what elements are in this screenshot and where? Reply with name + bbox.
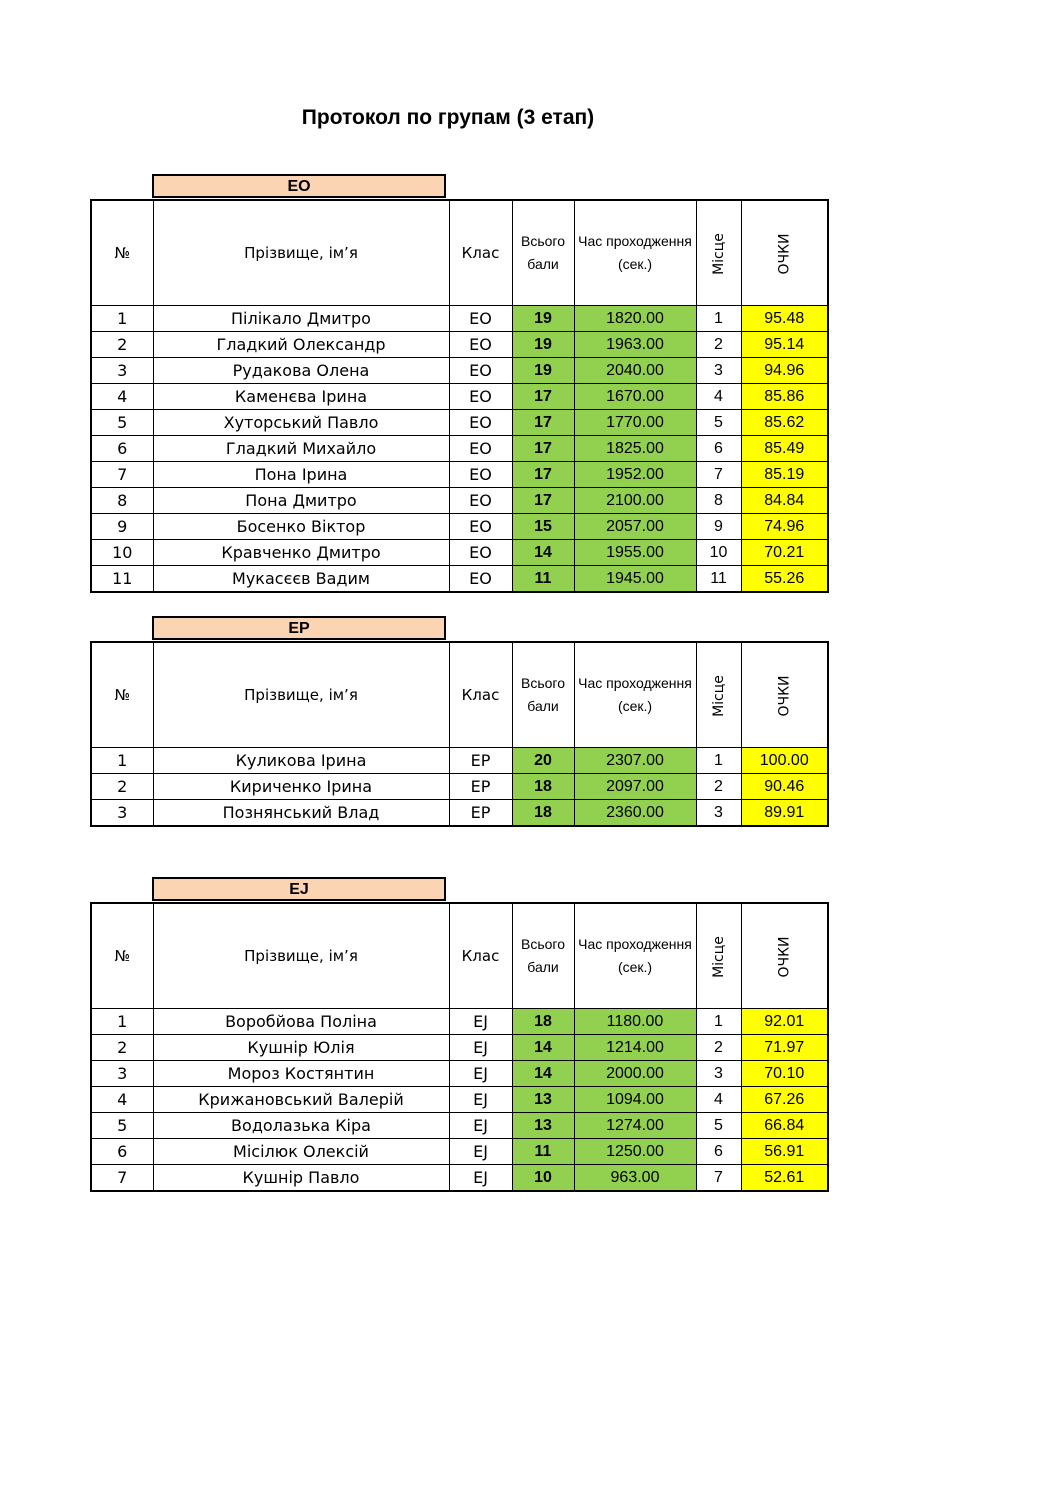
header-total: Всього бали <box>512 200 574 306</box>
row-number: 10 <box>91 540 153 566</box>
header-row <box>91 903 828 1009</box>
header-place <box>696 200 741 306</box>
header-total: Всього бали <box>512 903 574 1009</box>
row-time: 1945.00 <box>574 566 696 593</box>
row-score: 14 <box>512 1035 574 1061</box>
row-score: 17 <box>512 462 574 488</box>
header-place <box>696 642 741 748</box>
row-points: 71.97 <box>741 1035 828 1061</box>
row-class: EO <box>449 540 512 566</box>
header-points-text: ОЧКИ <box>776 675 793 717</box>
row-name: Босенко Віктор <box>153 514 449 540</box>
row-score: 19 <box>512 332 574 358</box>
header-num: № <box>91 642 153 748</box>
row-place: 3 <box>696 1061 741 1087</box>
row-place: 2 <box>696 1035 741 1061</box>
row-name: Хуторський Павло <box>153 410 449 436</box>
row-time: 1955.00 <box>574 540 696 566</box>
row-points: 100.00 <box>741 748 828 774</box>
row-time: 2307.00 <box>574 748 696 774</box>
page-title: Протокол по групам (3 етап) <box>301 106 595 129</box>
row-class: EO <box>449 566 512 593</box>
row-score: 17 <box>512 384 574 410</box>
row-class: EP <box>449 748 512 774</box>
row-place: 2 <box>696 774 741 800</box>
group-label: EO <box>152 174 446 198</box>
row-name: Кушнір Павло <box>153 1165 449 1192</box>
row-name: Водолазька Кіра <box>153 1113 449 1139</box>
row-points: 85.86 <box>741 384 828 410</box>
row-class: EP <box>449 774 512 800</box>
row-points: 85.19 <box>741 462 828 488</box>
row-name: Воробйова Поліна <box>153 1009 449 1035</box>
row-name: Місілюк Олексій <box>153 1139 449 1165</box>
row-score: 19 <box>512 306 574 332</box>
row-class: EP <box>449 800 512 827</box>
row-name: Кириченко Ірина <box>153 774 449 800</box>
row-place: 4 <box>696 1087 741 1113</box>
row-place: 5 <box>696 1113 741 1139</box>
row-number: 5 <box>91 410 153 436</box>
row-number: 7 <box>91 1165 153 1192</box>
row-time: 1820.00 <box>574 306 696 332</box>
row-class: EO <box>449 462 512 488</box>
row-class: EO <box>449 410 512 436</box>
row-points: 66.84 <box>741 1113 828 1139</box>
row-points: 89.91 <box>741 800 828 827</box>
table-row <box>91 358 828 384</box>
group-label: EP <box>152 616 446 640</box>
row-points: 67.26 <box>741 1087 828 1113</box>
row-number: 2 <box>91 332 153 358</box>
row-name: Крижановський Валерій <box>153 1087 449 1113</box>
row-score: 14 <box>512 540 574 566</box>
row-points: 95.14 <box>741 332 828 358</box>
row-number: 2 <box>91 1035 153 1061</box>
row-number: 6 <box>91 1139 153 1165</box>
row-points: 84.84 <box>741 488 828 514</box>
table-row <box>91 514 828 540</box>
table-row <box>91 540 828 566</box>
row-points: 85.49 <box>741 436 828 462</box>
row-time: 2360.00 <box>574 800 696 827</box>
row-class: EO <box>449 332 512 358</box>
row-number: 3 <box>91 358 153 384</box>
row-place: 1 <box>696 306 741 332</box>
header-class: Клас <box>449 642 512 748</box>
row-time: 2097.00 <box>574 774 696 800</box>
table-row <box>91 1139 828 1165</box>
row-time: 1250.00 <box>574 1139 696 1165</box>
row-name: Рудакова Олена <box>153 358 449 384</box>
group-label: EJ <box>152 877 446 901</box>
row-name: Гладкий Олександр <box>153 332 449 358</box>
row-place: 10 <box>696 540 741 566</box>
row-place: 8 <box>696 488 741 514</box>
row-time: 2100.00 <box>574 488 696 514</box>
header-time: Час проходження (сек.) <box>574 200 696 306</box>
row-number: 3 <box>91 800 153 827</box>
row-time: 963.00 <box>574 1165 696 1192</box>
row-time: 2040.00 <box>574 358 696 384</box>
row-points: 55.26 <box>741 566 828 593</box>
table-row <box>91 566 828 593</box>
row-name: Кравченко Дмитро <box>153 540 449 566</box>
row-time: 1770.00 <box>574 410 696 436</box>
row-number: 11 <box>91 566 153 593</box>
table-row <box>91 1035 828 1061</box>
row-time: 1094.00 <box>574 1087 696 1113</box>
header-points-text: ОЧКИ <box>776 936 793 978</box>
row-place: 6 <box>696 436 741 462</box>
row-name: Кушнір Юлія <box>153 1035 449 1061</box>
row-number: 8 <box>91 488 153 514</box>
row-class: EO <box>449 358 512 384</box>
row-points: 70.21 <box>741 540 828 566</box>
row-place: 1 <box>696 1009 741 1035</box>
table-row <box>91 774 828 800</box>
row-number: 9 <box>91 514 153 540</box>
row-class: EJ <box>449 1035 512 1061</box>
row-score: 17 <box>512 488 574 514</box>
header-name: Прізвище, ім’я <box>153 642 449 748</box>
header-points-text: ОЧКИ <box>776 233 793 275</box>
row-points: 85.62 <box>741 410 828 436</box>
row-score: 18 <box>512 800 574 827</box>
table-row <box>91 436 828 462</box>
row-name: Познянський Влад <box>153 800 449 827</box>
results-table <box>90 902 829 1192</box>
row-score: 13 <box>512 1087 574 1113</box>
table-row <box>91 748 828 774</box>
row-number: 7 <box>91 462 153 488</box>
row-place: 6 <box>696 1139 741 1165</box>
row-class: EO <box>449 306 512 332</box>
row-place: 9 <box>696 514 741 540</box>
table-row <box>91 488 828 514</box>
row-score: 17 <box>512 410 574 436</box>
table-row <box>91 1165 828 1192</box>
header-num: № <box>91 903 153 1009</box>
row-place: 7 <box>696 1165 741 1192</box>
row-name: Мороз Костянтин <box>153 1061 449 1087</box>
row-class: EJ <box>449 1113 512 1139</box>
row-place: 1 <box>696 748 741 774</box>
header-class: Клас <box>449 903 512 1009</box>
row-name: Пона Дмитро <box>153 488 449 514</box>
row-class: EO <box>449 514 512 540</box>
row-class: EO <box>449 488 512 514</box>
row-class: EO <box>449 384 512 410</box>
row-time: 1670.00 <box>574 384 696 410</box>
row-points: 92.01 <box>741 1009 828 1035</box>
row-time: 1963.00 <box>574 332 696 358</box>
table-row <box>91 306 828 332</box>
row-place: 7 <box>696 462 741 488</box>
row-place: 5 <box>696 410 741 436</box>
table-row <box>91 332 828 358</box>
row-place: 4 <box>696 384 741 410</box>
row-score: 11 <box>512 1139 574 1165</box>
row-score: 17 <box>512 436 574 462</box>
row-score: 10 <box>512 1165 574 1192</box>
row-class: EJ <box>449 1009 512 1035</box>
row-score: 18 <box>512 774 574 800</box>
row-number: 4 <box>91 1087 153 1113</box>
header-row <box>91 642 828 748</box>
header-name: Прізвище, ім’я <box>153 903 449 1009</box>
results-table <box>90 199 829 593</box>
row-points: 95.48 <box>741 306 828 332</box>
table-row <box>91 1087 828 1113</box>
row-class: EO <box>449 436 512 462</box>
row-place: 3 <box>696 800 741 827</box>
header-points <box>741 200 828 306</box>
row-score: 13 <box>512 1113 574 1139</box>
header-place-text: Місце <box>710 233 727 275</box>
header-num: № <box>91 200 153 306</box>
header-row <box>91 200 828 306</box>
row-score: 18 <box>512 1009 574 1035</box>
row-name: Пона Ірина <box>153 462 449 488</box>
row-place: 3 <box>696 358 741 384</box>
row-place: 11 <box>696 566 741 593</box>
header-points <box>741 642 828 748</box>
row-time: 2057.00 <box>574 514 696 540</box>
row-points: 94.96 <box>741 358 828 384</box>
table-row <box>91 462 828 488</box>
header-time: Час проходження (сек.) <box>574 642 696 748</box>
row-name: Каменєва Ірина <box>153 384 449 410</box>
row-points: 90.46 <box>741 774 828 800</box>
row-score: 11 <box>512 566 574 593</box>
row-points: 74.96 <box>741 514 828 540</box>
results-table <box>90 641 829 827</box>
row-time: 1274.00 <box>574 1113 696 1139</box>
row-time: 1952.00 <box>574 462 696 488</box>
row-number: 1 <box>91 1009 153 1035</box>
row-points: 56.91 <box>741 1139 828 1165</box>
row-points: 52.61 <box>741 1165 828 1192</box>
row-score: 19 <box>512 358 574 384</box>
row-number: 2 <box>91 774 153 800</box>
row-class: EJ <box>449 1061 512 1087</box>
table-row <box>91 410 828 436</box>
row-number: 5 <box>91 1113 153 1139</box>
header-time: Час проходження (сек.) <box>574 903 696 1009</box>
table-row <box>91 1009 828 1035</box>
row-score: 14 <box>512 1061 574 1087</box>
row-name: Мукасєєв Вадим <box>153 566 449 593</box>
row-name: Пілікало Дмитро <box>153 306 449 332</box>
row-name: Куликова Ірина <box>153 748 449 774</box>
row-score: 20 <box>512 748 574 774</box>
row-score: 15 <box>512 514 574 540</box>
header-points <box>741 903 828 1009</box>
row-name: Гладкий Михайло <box>153 436 449 462</box>
row-number: 3 <box>91 1061 153 1087</box>
table-row <box>91 800 828 827</box>
row-number: 4 <box>91 384 153 410</box>
row-number: 6 <box>91 436 153 462</box>
header-place <box>696 903 741 1009</box>
table-row <box>91 1113 828 1139</box>
header-place-text: Місце <box>710 936 727 978</box>
row-number: 1 <box>91 748 153 774</box>
row-time: 1180.00 <box>574 1009 696 1035</box>
row-number: 1 <box>91 306 153 332</box>
header-total: Всього бали <box>512 642 574 748</box>
row-class: EJ <box>449 1165 512 1192</box>
row-place: 2 <box>696 332 741 358</box>
header-place-text: Місце <box>710 675 727 717</box>
header-name: Прізвище, ім’я <box>153 200 449 306</box>
table-row <box>91 384 828 410</box>
header-class: Клас <box>449 200 512 306</box>
row-time: 1214.00 <box>574 1035 696 1061</box>
row-points: 70.10 <box>741 1061 828 1087</box>
row-class: EJ <box>449 1087 512 1113</box>
row-time: 2000.00 <box>574 1061 696 1087</box>
row-class: EJ <box>449 1139 512 1165</box>
row-time: 1825.00 <box>574 436 696 462</box>
table-row <box>91 1061 828 1087</box>
